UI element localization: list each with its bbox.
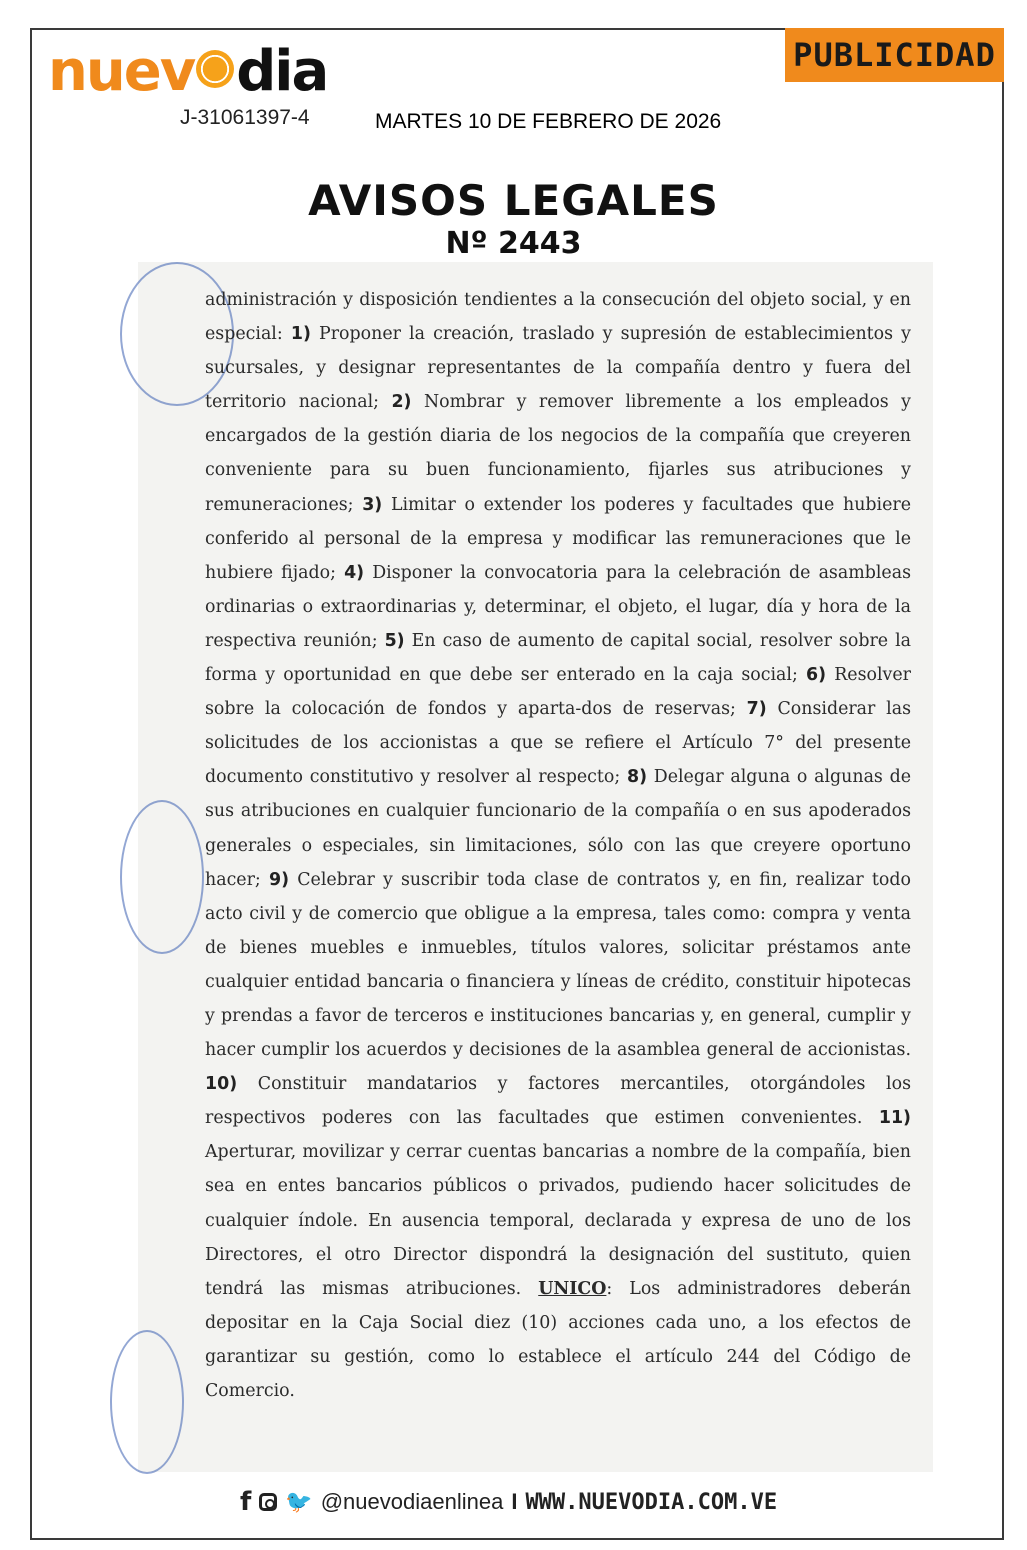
tax-id: J-31061397-4 xyxy=(180,106,310,129)
footer-separator: I xyxy=(511,1489,518,1514)
twitter-icon: 🐦 xyxy=(285,1489,313,1515)
sun-icon xyxy=(196,50,234,88)
section-title: AVISOS LEGALES xyxy=(308,176,719,225)
unico-heading: UNICO xyxy=(538,1278,607,1299)
website-url: WWW.NUEVODIA.COM.VE xyxy=(525,1489,778,1515)
legal-notice-text: administración y disposición tendientes a la consecución del objeto social, y en especial: 1) Proponer la creación, traslado y supresión de establecimientos y sucursales, y designar representantes de la compañía dentro y fuera del territorio nacional; 2) Nombrar y remover libremente a los empleados y encargados de la gestión diaria de los negocios de la compañía que creyeren conveniente para su buen funcionamiento, fijarles sus atribuciones y remuneraciones; 3) Limitar o extender los poderes y facultades que hubiere conferido al personal de la empresa y modificar las remuneraciones que le hubiere fijado; 4) Disponer la convocatoria para la celebración de asambleas ordinarias o extraordinarias y, determinar, el objeto, el lugar, día y hora de la respectiva reunión; 5) En caso de aumento de capital social, resolver sobre la forma y oportunidad en que debe ser enterado en la caja social; 6) Resolver sobre la colocación de fondos y aparta-dos de reservas; 7) Considerar las solicitudes de los accionistas a que se refiere el Artículo 7° del presente documento constitutivo y resolver al respecto; 8) Delegar alguna o algunas de sus atribuciones en cualquier funcionario de la compañía o en sus apoderados generales o especiales, sin limitaciones, sólo con las que creyere oportuno hacer; 9) Celebrar y suscribir toda clase de contratos y, en fin, realizar todo acto civil y de comercio que obligue a la empresa, tales como: compra y venta de bienes muebles e inmuebles, títulos valores, solicitar préstamos ante cualquier entidad bancaria o financiera y líneas de crédito, constituir hipotecas y prendas a favor de terceros e instituciones bancarias y, en general, cumplir y hacer cumplir los acuerdos y decisiones de la asamblea general de accionistas. 10) Constituir mandatarios y factores mercantiles, otorgándoles los respectivos poderes con las facultades que estimen convenientes. 11) Aperturar, movilizar y cerrar cuentas bancarias a nombre de la compañía, bien sea en entes bancarios públicos o privados, pudiendo hacer solicitudes de cualquier índole. En ausencia temporal, declarada y expresa de uno de los Directores, el otro Director dispondrá la designación del sustituto, quien tendrá las mismas atribuciones. UNICO: Los administradores deberán depositar en la Caja Social diez (10) acciones cada uno, a los efectos de garantizar su gestión, como lo establece el artículo 244 del Código de Comercio. xyxy=(205,290,912,1401)
instagram-icon xyxy=(259,1493,277,1511)
notary-stamp-middle xyxy=(120,800,204,954)
publication-date: MARTES 10 DE FEBRERO DE 2026 xyxy=(375,110,722,133)
notice-number: Nº 2443 xyxy=(445,226,582,261)
social-handle: @nuevodiaenlinea xyxy=(320,1489,504,1514)
footer-bar xyxy=(240,1484,840,1520)
advertising-badge: PUBLICIDAD xyxy=(785,28,1004,82)
notary-stamp-bottom xyxy=(110,1330,184,1474)
newspaper-logo: nuev dia xyxy=(48,39,328,104)
facebook-icon: f xyxy=(240,1487,252,1517)
